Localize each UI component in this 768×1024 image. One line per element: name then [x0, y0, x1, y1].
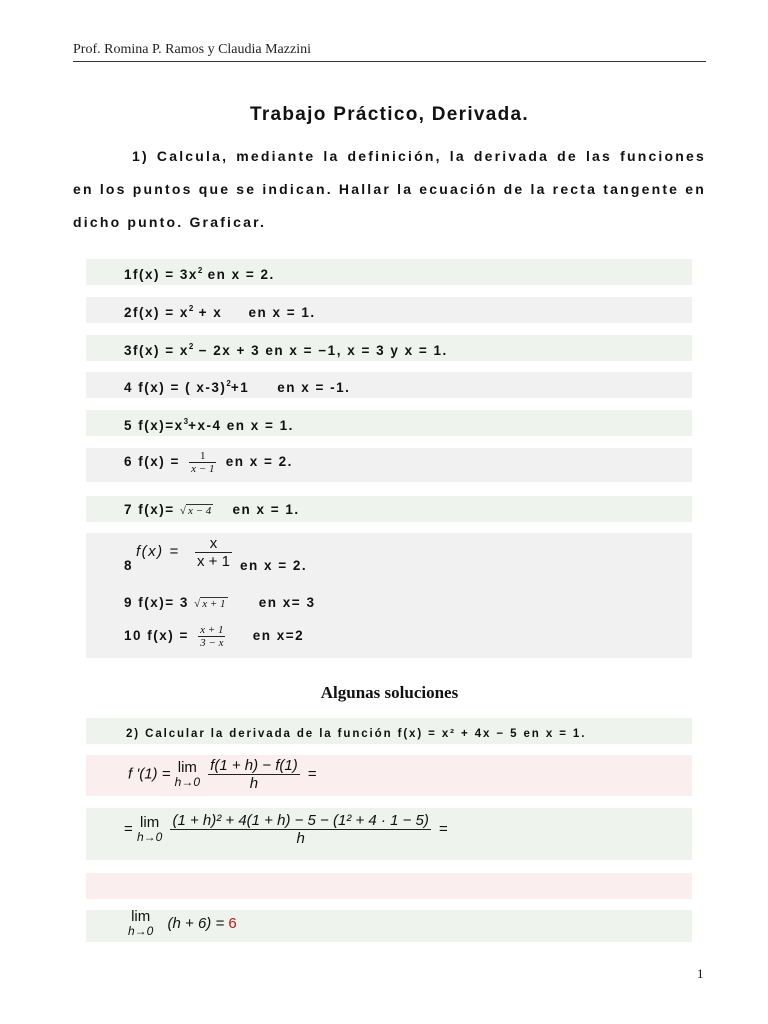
square-root: √ x + 1 [194, 598, 226, 610]
header-rule [73, 61, 706, 62]
fraction: $\frac{x}{x + 1}$ [197, 535, 230, 570]
exercise-item-6: 6 f(x) = $\frac{1}{x - 1}$ en x = 2. [124, 450, 293, 475]
exercise-item-7: 7 f(x)= √ x − 4 en x = 1. [124, 502, 300, 517]
fraction: $\frac{x + 1}{3 - x}$ [200, 624, 224, 649]
solutions-heading: Algunas soluciones [320, 683, 459, 702]
page-header: Prof. Romina P. Ramos y Claudia Mazzini [73, 42, 311, 57]
solution-question: 2) Calcular la derivada de la función f(x) = x² + 4x − 5 en x = 1. [126, 728, 587, 740]
exercise-item-2: $2f(x) = x^2 + x$ en x = 1. [124, 304, 316, 320]
exercise-instructions: 1) Calcula, mediante la definición, la derivada de las funciones en los puntos que se indican. Hallar la ecuación de la recta tangente en dicho punto. Graficar. [73, 148, 706, 230]
exercise-item-3: $3f(x) = x^2 - 2x + 3$ en x = −1, x = 3 y x = 1. [124, 342, 448, 358]
page-number: 1 [697, 966, 704, 981]
exercise-item-1: $1f(x) = 3x^2$ en x = 2. [124, 266, 275, 282]
limit-operator: lim h→0 [136, 813, 163, 844]
limit-operator: lim h→0 [128, 908, 154, 938]
exercise-item-4: 4 f(x) = ( x-3)$^2$+1 en x = -1. [124, 379, 351, 395]
fraction: $\frac{\text{(1 + h)² + 4(1 + h) − 5 − (1² + 4 · 1 − 5)}}{h}$ [172, 812, 429, 847]
fraction: $\frac{f(1 + h) - f(1)}{h}$ [210, 757, 298, 792]
square-root: √ x − 4 [179, 505, 212, 517]
solution-band-blank [86, 873, 692, 899]
limit-operator: lim h→0 [174, 758, 200, 789]
page-title: Trabajo Práctico, Derivada. [249, 104, 530, 125]
solution-step-3: lim h→0 (h + 6) = 6 [128, 908, 237, 938]
exercise-item-9: 9 f(x)= 3 √ x + 1 en x= 3 [124, 595, 316, 610]
exercise-item-5: 5 $f(x)=x^3+x-4$ en x = 1. [124, 417, 294, 433]
solution-step-2: = lim h→0 $\frac{\text{(1 + h)² + 4(1 + h) − 5 − (1² + 4 · 1 − 5)}}{h}$ = [124, 812, 448, 847]
solution-step-1: f '(1) = lim h→0 $\frac{f(1 + h) - f(1)}{h}$ = [128, 757, 317, 792]
result-value: 6 [228, 914, 237, 932]
exercise-item-10: 10 f(x) = $\frac{x + 1}{3 - x}$ en x=2 [124, 624, 305, 649]
fraction: $\frac{1}{x - 1}$ [191, 450, 215, 475]
